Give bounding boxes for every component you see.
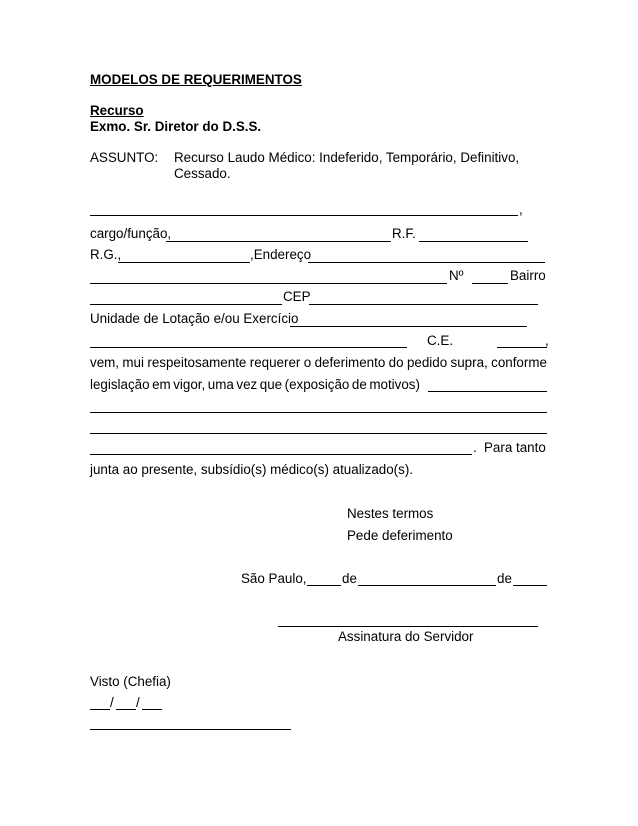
body-line-2 (90, 377, 420, 393)
body-word: pedido (406, 355, 448, 370)
rf-label: R.F. (392, 226, 416, 241)
number-label: Nº (449, 268, 464, 283)
address-continuation-line[interactable] (90, 283, 447, 284)
body-line-6: junta ao presente, subsídio(s) médico(s) atualizado(s). (90, 462, 414, 477)
subject-label: ASSUNTO: (90, 150, 159, 165)
year-field-line[interactable] (513, 585, 547, 586)
body-word: deferimento (314, 355, 386, 370)
unit-label: Unidade de Lotação e/ou Exercício (90, 311, 299, 326)
visto-signature-line[interactable] (90, 729, 291, 730)
district-field-line[interactable] (90, 304, 282, 305)
body-word: legislação (90, 377, 150, 392)
body-word: (exposição (284, 377, 350, 392)
reasons-line-3[interactable] (90, 433, 547, 434)
body-word: vem, (90, 355, 120, 370)
body-word: vigor, (173, 377, 206, 392)
body-word: de (351, 377, 367, 392)
reasons-field-line[interactable] (428, 391, 547, 392)
ce-label: C.E. (427, 333, 454, 348)
signature-line[interactable] (278, 626, 538, 627)
rf-field-line[interactable] (419, 241, 528, 242)
address-field-line[interactable] (308, 262, 545, 263)
body-word: que (259, 377, 283, 392)
visto-slash-1: / (110, 695, 114, 710)
role-field-line[interactable] (166, 241, 391, 242)
body-word: vez (236, 377, 258, 392)
rg-label: R.G., (90, 247, 122, 262)
subject-text-line1: Recurso Laudo Médico: Indeferido, Temporário, Definitivo, (174, 150, 520, 165)
name-field-line[interactable] (90, 215, 518, 216)
reasons-line-2[interactable] (90, 412, 547, 413)
section-title: Recurso (90, 103, 144, 118)
district-label: Bairro (510, 268, 546, 283)
name-line-comma: , (519, 202, 523, 217)
tanto-word: tanto (516, 440, 546, 455)
body-word: do (388, 355, 404, 370)
date-de-1: de (342, 571, 357, 586)
unit-field-line[interactable] (290, 326, 527, 327)
body-word: mui (122, 355, 144, 370)
unit-continuation-line[interactable] (90, 347, 407, 348)
cep-field-line[interactable] (309, 304, 538, 305)
body-word: conforme (491, 355, 547, 370)
body-word: requerer (249, 355, 301, 370)
body-word: respeitosamente (147, 355, 247, 370)
visto-day-line[interactable] (90, 709, 110, 710)
visto-label: Visto (Chefia) (90, 674, 171, 689)
body-word: supra, (450, 355, 488, 370)
visto-year-line[interactable] (142, 709, 162, 710)
body-word: uma (207, 377, 234, 392)
body-line-1 (90, 355, 547, 371)
body-word: em (152, 377, 171, 392)
ce-field-line[interactable] (497, 347, 547, 348)
role-label: cargo/função, (90, 226, 172, 241)
ce-line-comma: , (545, 333, 549, 348)
reasons-line-4[interactable] (90, 454, 472, 455)
rg-field-line[interactable] (118, 262, 250, 263)
city-label: São Paulo, (241, 571, 307, 586)
signature-label: Assinatura do Servidor (338, 629, 474, 644)
closing-request: Pede deferimento (347, 528, 453, 543)
visto-slash-2: / (136, 695, 140, 710)
visto-month-line[interactable] (116, 709, 136, 710)
para-word: Para (484, 440, 513, 455)
subject-text-line2: Cessado. (174, 166, 231, 181)
number-field-line[interactable] (472, 283, 508, 284)
address-label: ,Endereço (250, 247, 312, 262)
body-word: motivos) (369, 377, 420, 392)
addressee: Exmo. Sr. Diretor do D.S.S. (90, 119, 262, 134)
reasons-end-period: . (473, 440, 477, 455)
body-word: o (303, 355, 312, 370)
page-heading: MODELOS DE REQUERIMENTOS (90, 72, 302, 87)
date-de-2: de (497, 571, 512, 586)
cep-label: CEP (283, 289, 311, 304)
closing-terms: Nestes termos (347, 506, 434, 521)
month-field-line[interactable] (358, 585, 496, 586)
day-field-line[interactable] (307, 585, 341, 586)
